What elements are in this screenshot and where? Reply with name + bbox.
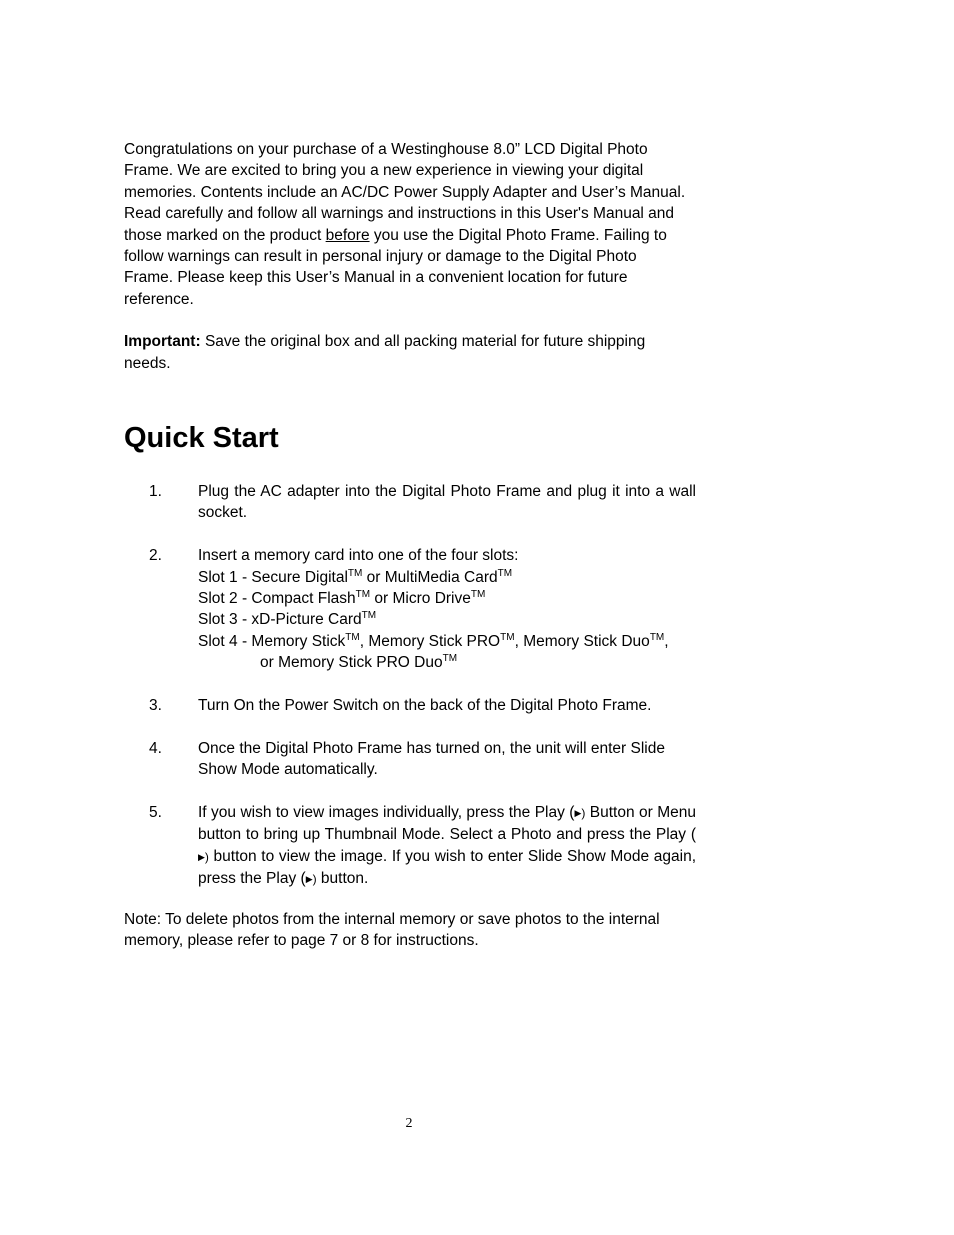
page-number: 2 xyxy=(405,1116,413,1131)
trademark-mark: TM xyxy=(345,631,360,643)
steps-list xyxy=(124,481,696,912)
trademark-mark: TM xyxy=(347,567,363,579)
step-text: Plug the AC adapter into the Digital Photo Frame and plug it into a wall socket. xyxy=(198,483,696,522)
intro-underlined-word: before xyxy=(325,226,370,244)
step-number: 2. xyxy=(149,547,162,565)
intro-text-1: Congratulations on your purchase of a Westinghouse 8.0” LCD Digital Photo Frame. We are excited to bring you a new experience in viewing your digital memories. Contents include an AC/DC Power Supply Adapter and User’s Manual. Read carefully and follow all warnings and instructions in this User's Manual and those marked on the product xyxy=(124,141,686,244)
step-number: 3. xyxy=(149,697,162,715)
important-label: Important: xyxy=(124,333,201,351)
slot-line-1: Slot 1 - Secure Digital™ or MultiMedia Card™ xyxy=(198,567,513,586)
play-icon: ▶ xyxy=(574,808,582,819)
intro-paragraph xyxy=(124,139,690,310)
trademark-mark: TM xyxy=(442,653,458,665)
list-item xyxy=(124,545,696,673)
step-text: Insert a memory card into one of the four slots: xyxy=(198,547,519,565)
play-icon: ▶ xyxy=(198,851,205,862)
step-text: Once the Digital Photo Frame has turned on, the unit will enter Slide Show Mode automatically. xyxy=(198,739,665,779)
slot-line-3: Slot 3 - xD-Picture Card™ xyxy=(198,610,377,629)
trademark-mark: TM xyxy=(355,589,371,601)
step-number: 1. xyxy=(149,483,162,500)
intro-text-2: you use the Digital Photo Frame. Failing to follow warnings can result in personal injury or damage to the Digital Photo Frame. Please keep this User’s Manual in a convenient location for future reference. xyxy=(124,226,667,308)
trademark-mark: TM xyxy=(500,631,515,643)
step-number: 4. xyxy=(149,739,162,757)
step-body: If you wish to view images individually, press the Play (▶) Button or Menu button to bring up Thumbnail Mode. Select a Photo and press the Play (▶) button to view the image. If you wish to enter Slide Show Mode again, press the Play (▶) button. xyxy=(198,802,696,891)
important-text: Save the original box and all packing material for future shipping needs. xyxy=(124,333,646,372)
important-paragraph xyxy=(124,331,690,374)
trademark-mark: TM xyxy=(649,631,665,643)
trademark-mark: TM xyxy=(361,610,377,622)
list-item xyxy=(124,481,696,524)
play-icon: ▶ xyxy=(305,874,313,885)
document-page xyxy=(124,139,696,950)
list-item xyxy=(124,738,696,781)
list-item xyxy=(124,695,696,716)
step-number: 5. xyxy=(149,804,162,822)
slot-line-4: Slot 4 - Memory Stick™, Memory Stick PRO™, Memory Stick Duo™, xyxy=(198,631,669,650)
trademark-mark: TM xyxy=(497,567,513,579)
slot-line-2: Slot 2 - Compact Flash™ or Micro Drive™ xyxy=(198,589,486,608)
list-item xyxy=(124,802,696,891)
slot-line-4-continued: or Memory Stick PRO Duo™ xyxy=(260,653,458,672)
step-body xyxy=(198,545,696,673)
note-paragraph: Note: To delete photos from the internal memory or save photos to the internal memory, please refer to page 7 or 8 for instructions. xyxy=(124,911,660,950)
trademark-mark: TM xyxy=(470,589,486,601)
section-heading: Quick Start xyxy=(124,422,279,454)
step-text: Turn On the Power Switch on the back of the Digital Photo Frame. xyxy=(198,697,652,715)
